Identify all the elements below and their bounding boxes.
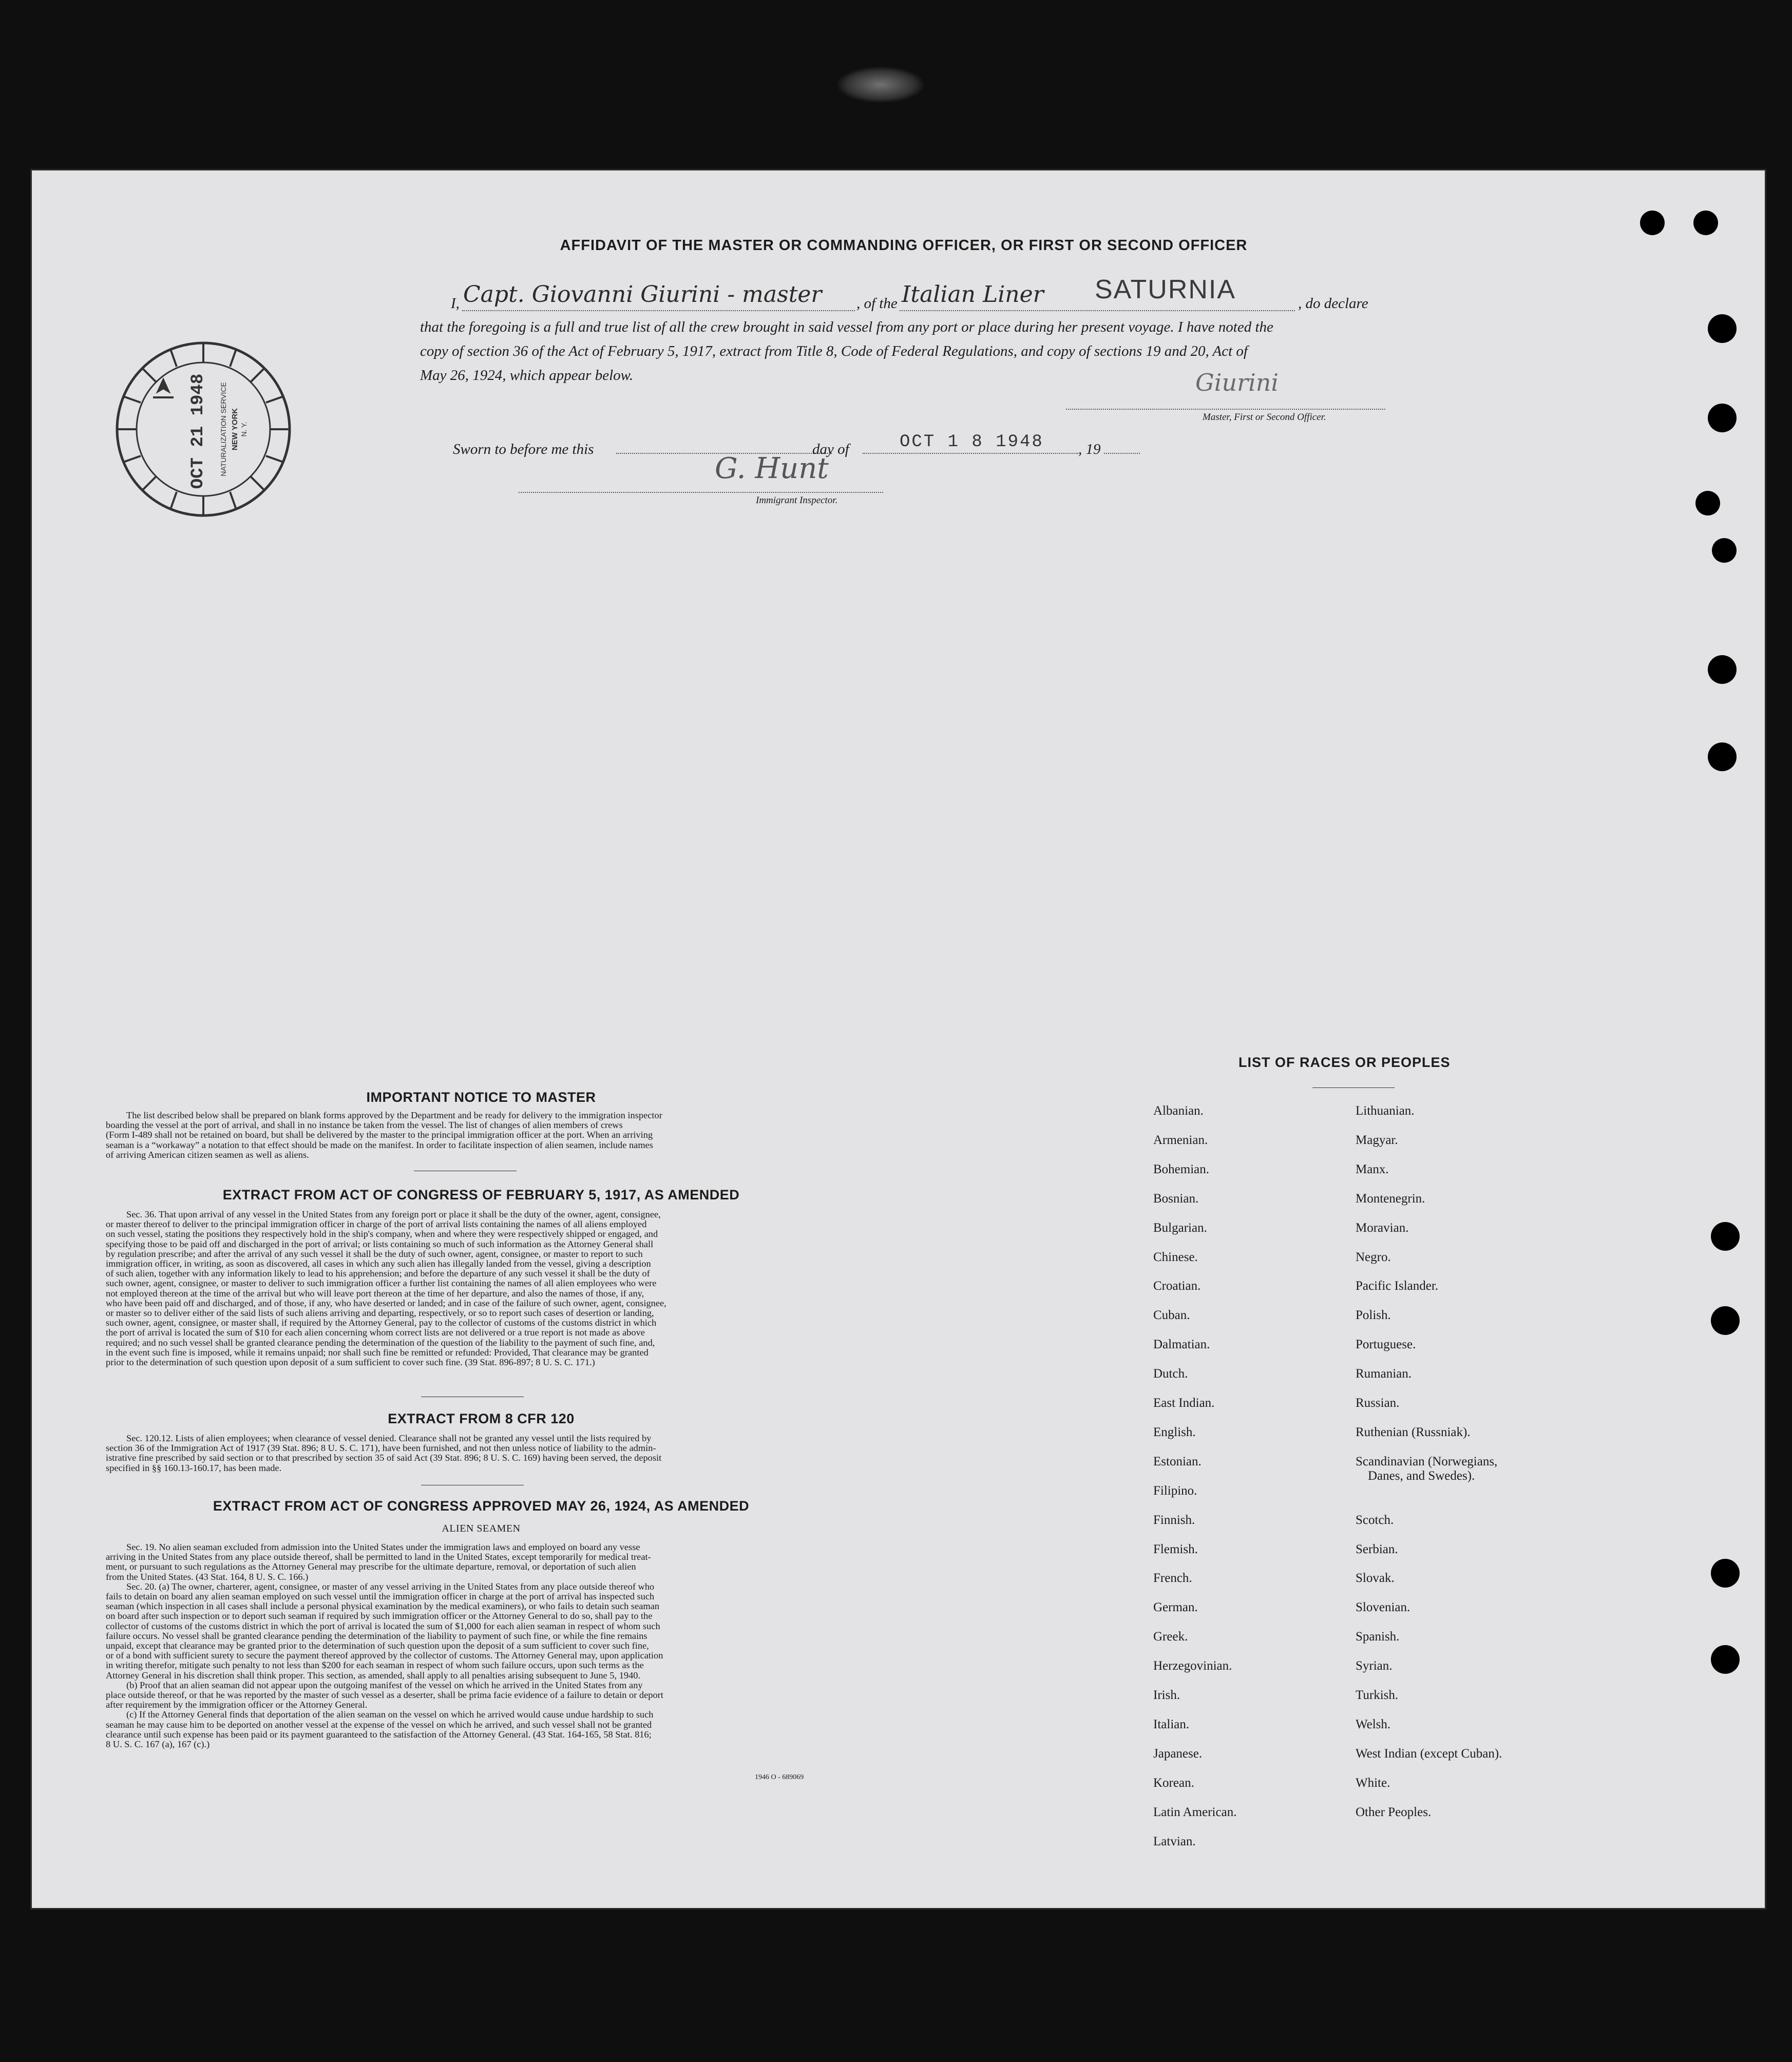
race-item: Dalmatian. <box>1153 1338 1210 1352</box>
legal-text-line: specifying those to be paid off and discharged in the port of arrival; or lists containing so much of such information as the Attorney General shall <box>106 1239 654 1249</box>
race-item: Finnish. <box>1153 1513 1195 1527</box>
race-item: Herzegovinian. <box>1153 1659 1232 1673</box>
punch-hole <box>1708 314 1737 343</box>
race-item: White. <box>1356 1775 1390 1790</box>
race-item: Scotch. <box>1356 1513 1394 1527</box>
punch-hole <box>1695 491 1720 516</box>
legal-text-line: prior to the determination of such question upon deposit of a sum sufficient to cover such fine. (39 Stat. 896-897; 8 U. S. C. 171.) <box>106 1358 595 1368</box>
legal-text-line: seaman is a “workaway” a notation to that effect should be made on the manifest. In order to facilitate inspection of alien seamen, include names <box>106 1140 653 1150</box>
legal-text-line: the port of arrival is located the sum of $10 for each alien concerning whom correct lists are not delivered or a true report is not made as above <box>106 1328 645 1338</box>
race-item: Flemish. <box>1153 1542 1198 1556</box>
race-item: Estonian. <box>1153 1454 1202 1468</box>
race-item: Pacific Islander. <box>1356 1279 1439 1293</box>
race-item: Rumanian. <box>1356 1367 1412 1381</box>
legal-text-line: failure occurs. No vessel shall be granted clearance pending the determination of the liability to payment of such fine, or while the fine remains <box>106 1631 647 1641</box>
race-item: Other Peoples. <box>1356 1805 1432 1819</box>
legal-text-line: or master thereof to deliver to the principal immigration officer in charge of the port of arrival lists containing the names of all aliens employed <box>106 1219 647 1230</box>
legal-text-line: unpaid, except that clearance may be granted prior to the determination of such question upon the deposit of a sum sufficient to cover such fine, <box>106 1641 649 1651</box>
legal-text-line: fails to detain on board any alien seaman employed on such vessel until the immigration officer in charge at the port of arrival has inspected such <box>106 1592 655 1602</box>
race-item: Italian. <box>1153 1717 1190 1731</box>
race-item: Negro. <box>1356 1250 1391 1264</box>
legal-text-line: required; and no such vessel shall be granted clearance pending the determination of the question of the liability to the payment of such fine, and, <box>106 1338 655 1348</box>
punch-hole <box>1640 211 1665 235</box>
master-signature: Giurini <box>1195 369 1279 396</box>
race-item: Japanese. <box>1153 1746 1203 1761</box>
race-item: Bosnian. <box>1153 1191 1199 1206</box>
inspector-signature-line <box>519 492 883 493</box>
race-item: Moravian. <box>1356 1220 1409 1235</box>
punch-hole <box>1711 1306 1740 1335</box>
race-item: Dutch. <box>1153 1367 1188 1381</box>
legal-text-line: after requirement by the immigration officer or the Attorney General. <box>106 1700 368 1710</box>
races-title: LIST OF RACES OR PEOPLES <box>1238 1055 1451 1070</box>
race-item: Turkish. <box>1356 1688 1399 1702</box>
sworn-text: Sworn to before me this <box>453 441 594 457</box>
race-item: Latin American. <box>1153 1805 1237 1819</box>
race-item: German. <box>1153 1600 1198 1615</box>
race-item: Croatian. <box>1153 1279 1201 1293</box>
race-item: Polish. <box>1356 1308 1391 1323</box>
act-1917-body <box>106 1210 841 1367</box>
race-item: Latvian. <box>1153 1834 1196 1848</box>
cfr-body <box>106 1434 841 1473</box>
do-declare-text: , do declare <box>1298 295 1368 312</box>
legal-text-line: (Form I-489 shall not be retained on board, but shall be delivered by the master to the principal immigration officer at the port. When an arriving <box>106 1130 653 1140</box>
master-name: Capt. Giovanni Giurini - master <box>463 281 822 308</box>
race-item: Filipino. <box>1153 1483 1197 1498</box>
legal-text-line: Sec. 36. That upon arrival of any vessel in the United States from any foreign port or place it shall be the duty of the owner, agent, consignee, <box>126 1210 661 1219</box>
seal-state: N. Y. <box>240 422 248 437</box>
act-1917-title: EXTRACT FROM ACT OF CONGRESS OF FEBRUARY 5, 1917, AS AMENDED <box>222 1187 740 1202</box>
punch-hole <box>1708 742 1737 771</box>
legal-text-line: (c) If the Attorney General finds that deportation of the alien seaman on the vessel on which he arrived would cause undue hardship to such <box>126 1710 654 1720</box>
legal-text-line: Sec. 20. (a) The owner, charterer, agent, consignee, or master of any vessel arriving in the United States from any place outside thereof who <box>126 1581 655 1592</box>
race-item: Lithuanian. <box>1356 1104 1415 1118</box>
day-of-text: day of <box>812 441 849 457</box>
vessel-line <box>900 310 1295 311</box>
legal-text-line: from the United States. (43 Stat. 164, 8 U. S. C. 166.) <box>106 1572 309 1582</box>
inspector-label: Immigrant Inspector. <box>756 495 838 506</box>
legal-text-line: istrative fine prescribed by said section or to that prescribed by section 35 of said Act (39 Stat. 896; 8 U. S. C. 169) having been served, the deposit <box>106 1453 662 1463</box>
declaration-body-2: copy of section 36 of the Act of February 5, 1917, extract from Title 8, Code of Federal Regulations, and copy of sections 19 and 20, Act of <box>420 343 1248 359</box>
legal-text-line: ment, or pursuant to such regulations as the Attorney General may prescribe for the ultimate departure, removal, or deportation of such alien <box>106 1562 636 1572</box>
legal-text-line: such owner, agent, consignee, or master shall, if required by the Attorney General, pay to the collector of customs of the customs district in which <box>106 1318 657 1328</box>
race-item: Cuban. <box>1153 1308 1190 1323</box>
race-item: Montenegrin. <box>1356 1191 1425 1206</box>
act-1924-body <box>106 1542 841 1749</box>
declaration-body-1: that the foregoing is a full and true list of all the crew brought in said vessel from any port or place during her present voyage. I have noted the <box>420 319 1273 335</box>
legal-text-line: who have been paid off and discharged, and of those, if any, who have deserted or landed; and in case of the failure of such owner, agent, consignee, <box>106 1298 666 1308</box>
legal-text-line: by regulation prescribe; and after the arrival of any such vessel it shall be the duty of such owner, agent, consignee, or master to report to such <box>106 1249 643 1259</box>
legal-text-line: boarding the vessel at the port of arrival, and shall in no instance be taken from the vessel. The list of changes of alien members of crews <box>106 1120 623 1131</box>
inspector-signature: G. Hunt <box>715 452 829 485</box>
legal-text-line: on board after such inspection or to deport such seaman if required by such immigration officer or the Attorney General to do so, shall pay to the <box>106 1611 653 1621</box>
race-item: Ruthenian (Russniak). <box>1356 1425 1471 1439</box>
seal-side-text: NATURALIZATION SERVICE <box>219 382 227 476</box>
act-1924-subtitle: ALIEN SEAMEN <box>442 1523 521 1534</box>
legal-text-line: in writing therefor, mitigate such penalty to not less than $200 for each seaman in respect of whom such failure occurs, upon such terms as the <box>106 1660 644 1671</box>
print-code: 1946 O - 689069 <box>755 1773 804 1781</box>
race-item: Slovak. <box>1356 1571 1395 1586</box>
seal-city: NEW YORK <box>231 408 239 451</box>
legal-text-line: in the event such fine is imposed, while it remains unpaid; nor shall such fine be remitted or refunded: Provided, That clearance may be granted <box>106 1347 649 1358</box>
race-item: Portuguese. <box>1356 1338 1416 1352</box>
race-item: Syrian. <box>1356 1659 1393 1673</box>
notice-body <box>106 1111 841 1160</box>
race-item: Armenian. <box>1153 1133 1208 1147</box>
legal-text-line: The list described below shall be prepared on blank forms approved by the Department and be ready for delivery to the immigration inspector <box>126 1111 662 1120</box>
legal-text-line: seaman he may cause him to be deported on another vessel at the expense of the vessel on which he arrived, and such vessel shall not be granted <box>106 1720 652 1730</box>
race-item: Manx. <box>1356 1162 1389 1176</box>
punch-hole <box>1711 1559 1740 1588</box>
legal-text-line: Attorney General in his discretion shall think proper. This section, as amended, shall apply to all penalties arising subsequent to June 5, 1940. <box>106 1670 641 1681</box>
legal-text-line: on such vessel, stating the positions they respectively hold in the ship's company, when and where they were respectively shipped or engaged, and <box>106 1229 658 1239</box>
legal-text-line: not employed thereon at the time of the arrival but who will leave port thereon at the time of her departure, and also the names of those, if any, <box>106 1288 644 1299</box>
legal-text-line: seaman (which inspection in all cases shall include a personal physical examination by the medical examiners), or who fails to detain such seaman <box>106 1601 660 1612</box>
legal-text-line: of such alien, together with any information likely to lead to his apprehension; and before the departure of any such vessel it shall be the duty of <box>106 1269 650 1279</box>
legal-text-line: specified in §§ 160.13-160.17, has been made. <box>106 1463 282 1473</box>
legal-text-line: immigration officer, in writing, as soon as discovered, all cases in which any such alien has illegally landed from the vessel, giving a description <box>106 1259 651 1269</box>
race-item: Serbian. <box>1356 1542 1398 1556</box>
immigration-date-seal <box>114 340 293 519</box>
race-item: West Indian (except Cuban). <box>1356 1746 1502 1761</box>
legal-text-line: of arriving American citizen seamen as well as aliens. <box>106 1150 309 1160</box>
legal-text-line: Sec. 19. No alien seaman excluded from admission into the United States under the immigration laws and employed on board any vesse <box>126 1542 640 1552</box>
punch-hole <box>1711 1222 1740 1251</box>
master-signature-label: Master, First or Second Officer. <box>1203 412 1326 423</box>
race-item: Bohemian. <box>1153 1162 1210 1176</box>
race-item: Slovenian. <box>1356 1600 1410 1615</box>
race-item-continuation: Danes, and Swedes). <box>1368 1468 1475 1483</box>
race-item: Spanish. <box>1356 1630 1400 1644</box>
race-item: English. <box>1153 1425 1196 1439</box>
race-item: Russian. <box>1356 1396 1400 1410</box>
seal-date: OCT 21 1948 <box>188 373 208 489</box>
declaration-body-3: May 26, 1924, which appear below. <box>420 367 634 384</box>
of-the-text: , of the <box>856 295 898 312</box>
race-item: Albanian. <box>1153 1104 1204 1118</box>
race-item: Greek. <box>1153 1630 1188 1644</box>
vessel-name-stamp: SATURNIA <box>1095 275 1236 304</box>
punch-hole <box>1693 211 1718 235</box>
race-item: Chinese. <box>1153 1250 1198 1264</box>
race-item: Scandinavian (Norwegians, <box>1356 1454 1498 1468</box>
year-line <box>1104 453 1140 454</box>
punch-hole <box>1708 655 1737 684</box>
punch-hole <box>1711 1645 1740 1674</box>
notice-title: IMPORTANT NOTICE TO MASTER <box>366 1090 596 1105</box>
race-item: Bulgarian. <box>1153 1220 1207 1235</box>
legal-text-line: place outside thereof, or that he was reported by the master of such vessel as a deserter, shall be prima facie evidence of a failure to detain or deport <box>106 1690 663 1701</box>
race-item: Welsh. <box>1356 1717 1391 1731</box>
punch-hole <box>1712 538 1737 563</box>
year-prefix: , 19 <box>1078 441 1101 457</box>
act-1924-title: EXTRACT FROM ACT OF CONGRESS APPROVED MAY 26, 1924, AS AMENDED <box>213 1498 750 1514</box>
declaration-prefix: I, <box>451 295 460 312</box>
vessel-type: Italian Liner <box>902 281 1044 308</box>
master-name-line <box>462 310 855 311</box>
master-signature-line <box>1066 409 1385 410</box>
cfr-title: EXTRACT FROM 8 CFR 120 <box>388 1411 575 1426</box>
race-item: French. <box>1153 1571 1192 1586</box>
legal-text-line: such owner, agent, consignee, or master to deliver to such immigration officer a further list containing the names of all alien employees who were <box>106 1278 657 1289</box>
legal-text-line: Sec. 120.12. Lists of alien employees; when clearance of vessel denied. Clearance shall not be granted any vessel until the lists required by <box>126 1434 652 1443</box>
race-item: Irish. <box>1153 1688 1180 1702</box>
legal-text-line: or of a bond with sufficient surety to secure the payment thereof approved by the collector of customs. The Attorney General may, upon application <box>106 1651 663 1661</box>
punch-hole <box>1708 404 1737 432</box>
affidavit-title: AFFIDAVIT OF THE MASTER OR COMMANDING OFFICER, OR FIRST OR SECOND OFFICER <box>560 237 1248 254</box>
legal-text-line: arriving in the United States from any place outside thereof, shall be permitted to land in the United States, except temporarily for medical treat- <box>106 1552 651 1562</box>
legal-text-line: or master so to deliver either of the said lists of such aliens arriving and departing, respectively, or so to report such cases of desertion or landing, <box>106 1308 654 1319</box>
race-item: Korean. <box>1153 1775 1194 1790</box>
legal-text-line: clearance until such expense has been paid or its payment guaranteed to the satisfaction of the Attorney General. (43 Stat. 164-165, 58 Stat. 816; <box>106 1729 652 1740</box>
races-divider <box>1312 1087 1395 1088</box>
legal-text-line: 8 U. S. C. 167 (a), 167 (c).) <box>106 1740 210 1750</box>
race-item: East Indian. <box>1153 1396 1215 1410</box>
legal-text-line: (b) Proof that an alien seaman did not appear upon the outgoing manifest of the vessel on which he arrived in the United States from any <box>126 1680 643 1690</box>
sworn-date-stamp: OCT 1 8 1948 <box>900 432 1044 452</box>
scan-artifact <box>837 67 924 103</box>
legal-text-line: collector of customs of the customs district in which the port of arrival is located the sum of $1,000 for each alien seaman in respect of whom such <box>106 1621 660 1631</box>
race-item: Magyar. <box>1356 1133 1398 1147</box>
sworn-month-line <box>863 453 1078 454</box>
legal-text-line: section 36 of the Immigration Act of 1917 (39 Stat. 896; 8 U. S. C. 171), have been furnished, and not then unless notice of liability to the admin- <box>106 1443 656 1454</box>
